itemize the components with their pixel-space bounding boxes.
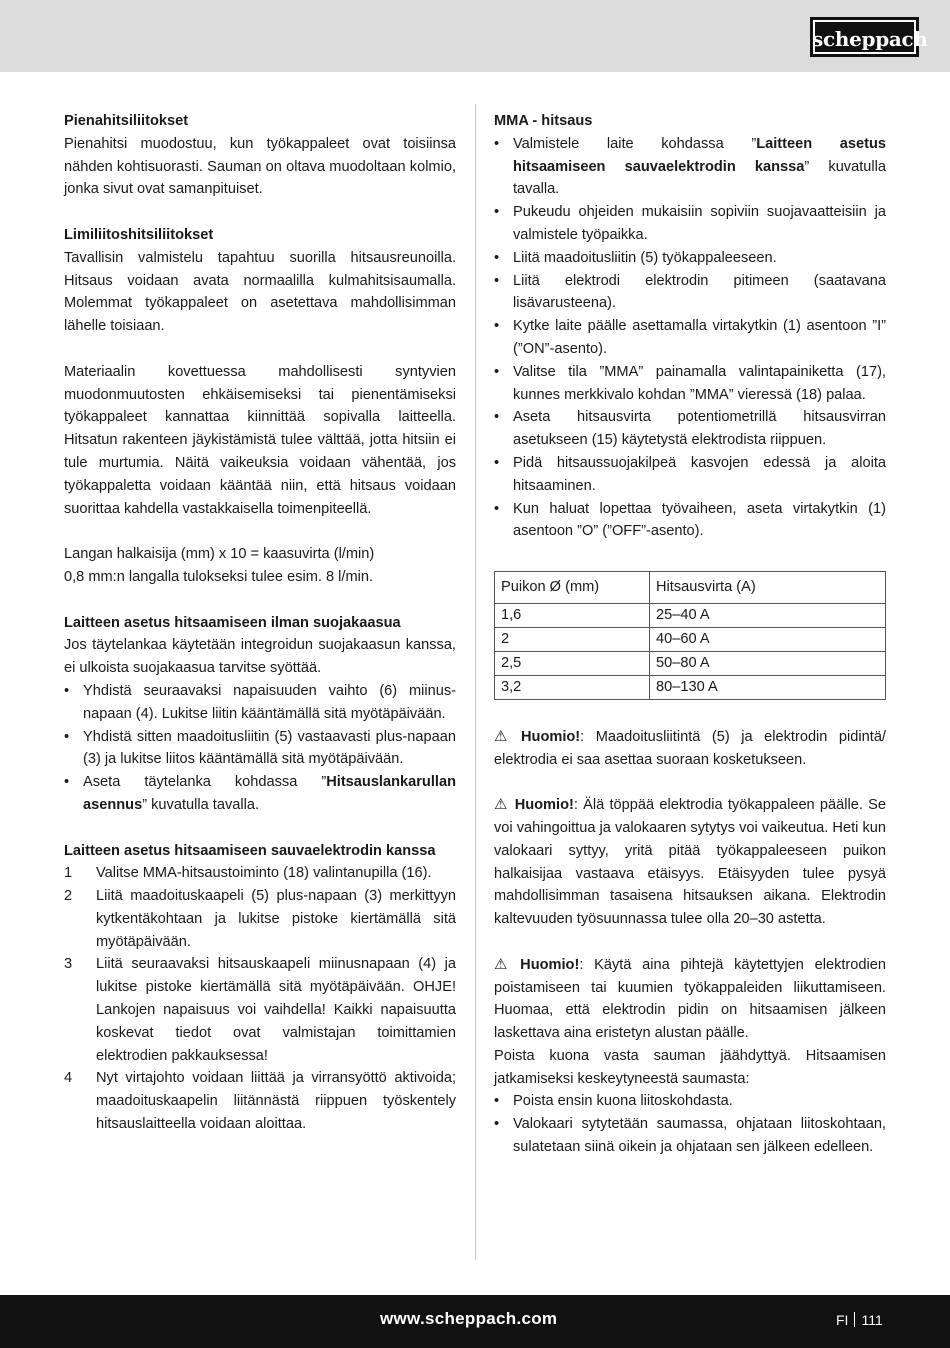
list-item: • Valitse tila ”MMA” painamalla valintapainiketta (17), kunnes merkkivalo kohdan ”MMA” vieressä (18) palaa. bbox=[494, 361, 886, 407]
list-item: • Yhdistä seuraavaksi napaisuuden vaihto (6) miinus-napaan (4). Lukitse liitin kääntämällä sitä myötäpäivään. bbox=[64, 680, 456, 726]
table-cell-diameter: 2 bbox=[495, 627, 650, 651]
gas-formula-line: Langan halkaisija (mm) x 10 = kaasuvirta (l/min) bbox=[64, 546, 375, 563]
list-item: • Liitä elektrodi elektrodin pitimeen (saatavana lisävarusteena). bbox=[494, 270, 886, 316]
paragraph-slag: Poista kuona vasta sauman jäähdyttyä. Hitsaamisen jatkamiseksi keskeytyneestä saumasta: bbox=[494, 1047, 886, 1087]
footer-language: FI bbox=[836, 1312, 849, 1328]
table-cell-current: 50–80 A bbox=[650, 651, 886, 675]
list-item: • Poista ensin kuona liitoskohdasta. bbox=[494, 1090, 886, 1113]
electrode-setup-steps bbox=[64, 862, 456, 1136]
table-cell-diameter: 3,2 bbox=[495, 675, 650, 699]
gas-example-line: 0,8 mm:n langalla tulokseksi tulee esim. 8 l/min. bbox=[64, 568, 374, 585]
electrode-current-table bbox=[494, 571, 886, 700]
table-cell-diameter: 2,5 bbox=[495, 651, 650, 675]
paragraph-fillet-weld: Pienahitsi muodostuu, kun työkappaleet ovat toisiinsa nähden kohtisuorasti. Sauman on oltava muodoltaan kolmio, jonka sivut ovat samanpituiset. bbox=[64, 135, 456, 198]
footer-website-link[interactable]: www.scheppach.com bbox=[380, 1309, 558, 1328]
warning-note-tongs: ⚠ Huomio!: Käytä aina pihtejä käytettyjen elektrodien poistamiseen tai kuumien työkappaleiden liikuttamiseen. Huomaa, että elektrodin pidin on hitsaamisen jälkeen laskettava aina eristetyn alustan päälle. bbox=[494, 955, 886, 1042]
page-footer bbox=[0, 1295, 950, 1348]
list-item: • Valokaari sytytetään saumassa, ohjataan liitoskohtaan, sulatetaan siinä oikein ja ohjataan sen jälkeen edelleen. bbox=[494, 1113, 886, 1159]
list-item: • Aseta täytelanka kohdassa ”Hitsauslankarullan asennus” kuvatulla tavalla. bbox=[64, 771, 456, 817]
list-item: 3 Liitä seuraavaksi hitsauskaapeli miinusnapaan (4) ja lukitse pistoke kiertämällä sitä myötäpäivään. OHJE! Lankojen napaisuus voi vaihdella! Kaikki napaisuutta koskevat tiedot ovat valmistajan toimittamien elektrodien pakkauksessa! bbox=[64, 956, 456, 1064]
footer-page: 111 bbox=[861, 1312, 883, 1328]
table-header-current: Hitsausvirta (A) bbox=[650, 571, 886, 603]
footer-page-number bbox=[836, 1309, 883, 1332]
list-item: 2 Liitä maadoituskaapeli (5) plus-napaan (3) merkittyyn kytkentäkohtaan ja lukitse pistoke kiertämällä sitä myötäpäivään. bbox=[64, 888, 456, 950]
page-header bbox=[0, 0, 950, 72]
list-item: • Pukeudu ohjeiden mukaisiin sopiviin suojavaatteisiin ja valmistele työpaikka. bbox=[494, 201, 886, 247]
brand-logo: scheppach bbox=[810, 17, 919, 57]
no-gas-steps bbox=[64, 680, 456, 817]
list-item: • Valmistele laite kohdassa ”Laitteen asetus hitsaamiseen sauvaelektrodin kanssa” kuvatulla tavalla. bbox=[494, 133, 886, 201]
table-header-diameter: Puikon Ø (mm) bbox=[495, 571, 650, 603]
table-cell-current: 40–60 A bbox=[650, 627, 886, 651]
list-item: 4 Nyt virtajohto voidaan liittää ja virransyöttö aktivoida; maadoituskaapelin liitännästä riippuen työskentely hitsauslaitteella voidaan aloittaa. bbox=[64, 1070, 456, 1133]
warning-triangle-icon: ⚠ bbox=[494, 727, 508, 745]
footer-separator bbox=[854, 1312, 855, 1327]
paragraph-no-gas: Jos täytelankaa käytetään integroidun suojakaasun kanssa, ei ulkoista suojakaasua tarvitse syöttää. bbox=[64, 637, 456, 677]
warning-note-contact: ⚠ Huomio!: Maadoitusliitintä (5) ja elektrodin pidintä/ elektrodia ei saa asettaa suoraan kosketukseen. bbox=[494, 727, 886, 768]
table-cell-diameter: 1,6 bbox=[495, 603, 650, 627]
section-title-mma: MMA - hitsaus bbox=[494, 113, 593, 129]
list-item: • Aseta hitsausvirta potentiometrillä hitsausvirran asetukseen (15) käytetystä elektrodista riippuen. bbox=[494, 406, 886, 452]
list-item: • Yhdistä sitten maadoitusliitin (5) vastaavasti plus-napaan (3) ja lukitse liitos kääntämällä sitä myötäpäivään. bbox=[64, 726, 456, 772]
list-item: • Kun haluat lopettaa työvaiheen, aseta virtakytkin (1) asentoon ”O” (”OFF”-asento). bbox=[494, 498, 886, 544]
list-item: • Liitä maadoitusliitin (5) työkappaleeseen. bbox=[494, 247, 886, 270]
paragraph-deformation: Materiaalin kovettuessa mahdollisesti syntyvien muodonmuutosten ehkäisemiseksi tai pienentämiseksi työkappaleet kannattaa kiinnittää sopivalla laitteella. Hitsatun rakenteen jäykistämistä tulee välttää, jotta hitsiin ei tule murtumia. Näitä vaikeuksia voidaan vähentää, jos työkappaletta voidaan kääntää niin, että hitsaus voidaan suorittaa kahdella vastakkaisella toimenpiteellä. bbox=[64, 363, 456, 517]
table-row bbox=[495, 651, 886, 675]
table-row bbox=[495, 603, 886, 627]
section-title-lap-weld: Limiliitoshitsiliitokset bbox=[64, 226, 214, 243]
table-cell-current: 25–40 A bbox=[650, 603, 886, 627]
table-row bbox=[495, 627, 886, 651]
list-item: • Kytke laite päälle asettamalla virtakytkin (1) asentoon ”I” (”ON”-asento). bbox=[494, 315, 886, 361]
paragraph-lap-weld: Tavallisin valmistelu tapahtuu suorilla hitsausreunoilla. Hitsaus voidaan avata normaalilla kulmahitsisaumalla. Molemmat työkappaleet on asetettava mahdollisimman lähelle toisiaan. bbox=[64, 249, 456, 335]
left-column bbox=[64, 110, 456, 1136]
table-row bbox=[495, 675, 886, 699]
right-column bbox=[494, 110, 886, 1159]
section-title-fillet-weld: Pienahitsiliitokset bbox=[64, 113, 189, 129]
table-cell-current: 80–130 A bbox=[650, 675, 886, 699]
slag-steps bbox=[494, 1090, 886, 1158]
table-header-row bbox=[495, 571, 886, 603]
list-item: • Pidä hitsaussuojakilpeä kasvojen edessä ja aloita hitsaaminen. bbox=[494, 452, 886, 498]
column-divider bbox=[475, 104, 476, 1260]
warning-triangle-icon: ⚠ bbox=[494, 796, 508, 814]
section-title-no-gas: Laitteen asetus hitsaamiseen ilman suojakaasua bbox=[64, 614, 401, 631]
warning-note-arc: ⚠ Huomio!: Älä töppää elektrodia työkappaleen päälle. Se voi vahingoittua ja valokaaren sytytys voi vaikeutua. Heti kun valokaari syttyy, yritä pitää työkappaleeseen puikon halkaisijaa vastaava etäisyys. Etäisyyden tulee pysyä mahdollisimman tasaisena hitsauksen aikana. Elektrodin kaltevuuden työsuunnassa tulee olla 20–30 astetta. bbox=[494, 796, 886, 928]
mma-steps bbox=[494, 133, 886, 543]
list-item: 1 Valitse MMA-hitsaustoiminto (18) valintanupilla (16). bbox=[64, 865, 432, 882]
warning-triangle-icon: ⚠ bbox=[494, 955, 508, 973]
section-title-electrode-setup: Laitteen asetus hitsaamiseen sauvaelektrodin kanssa bbox=[64, 842, 436, 859]
